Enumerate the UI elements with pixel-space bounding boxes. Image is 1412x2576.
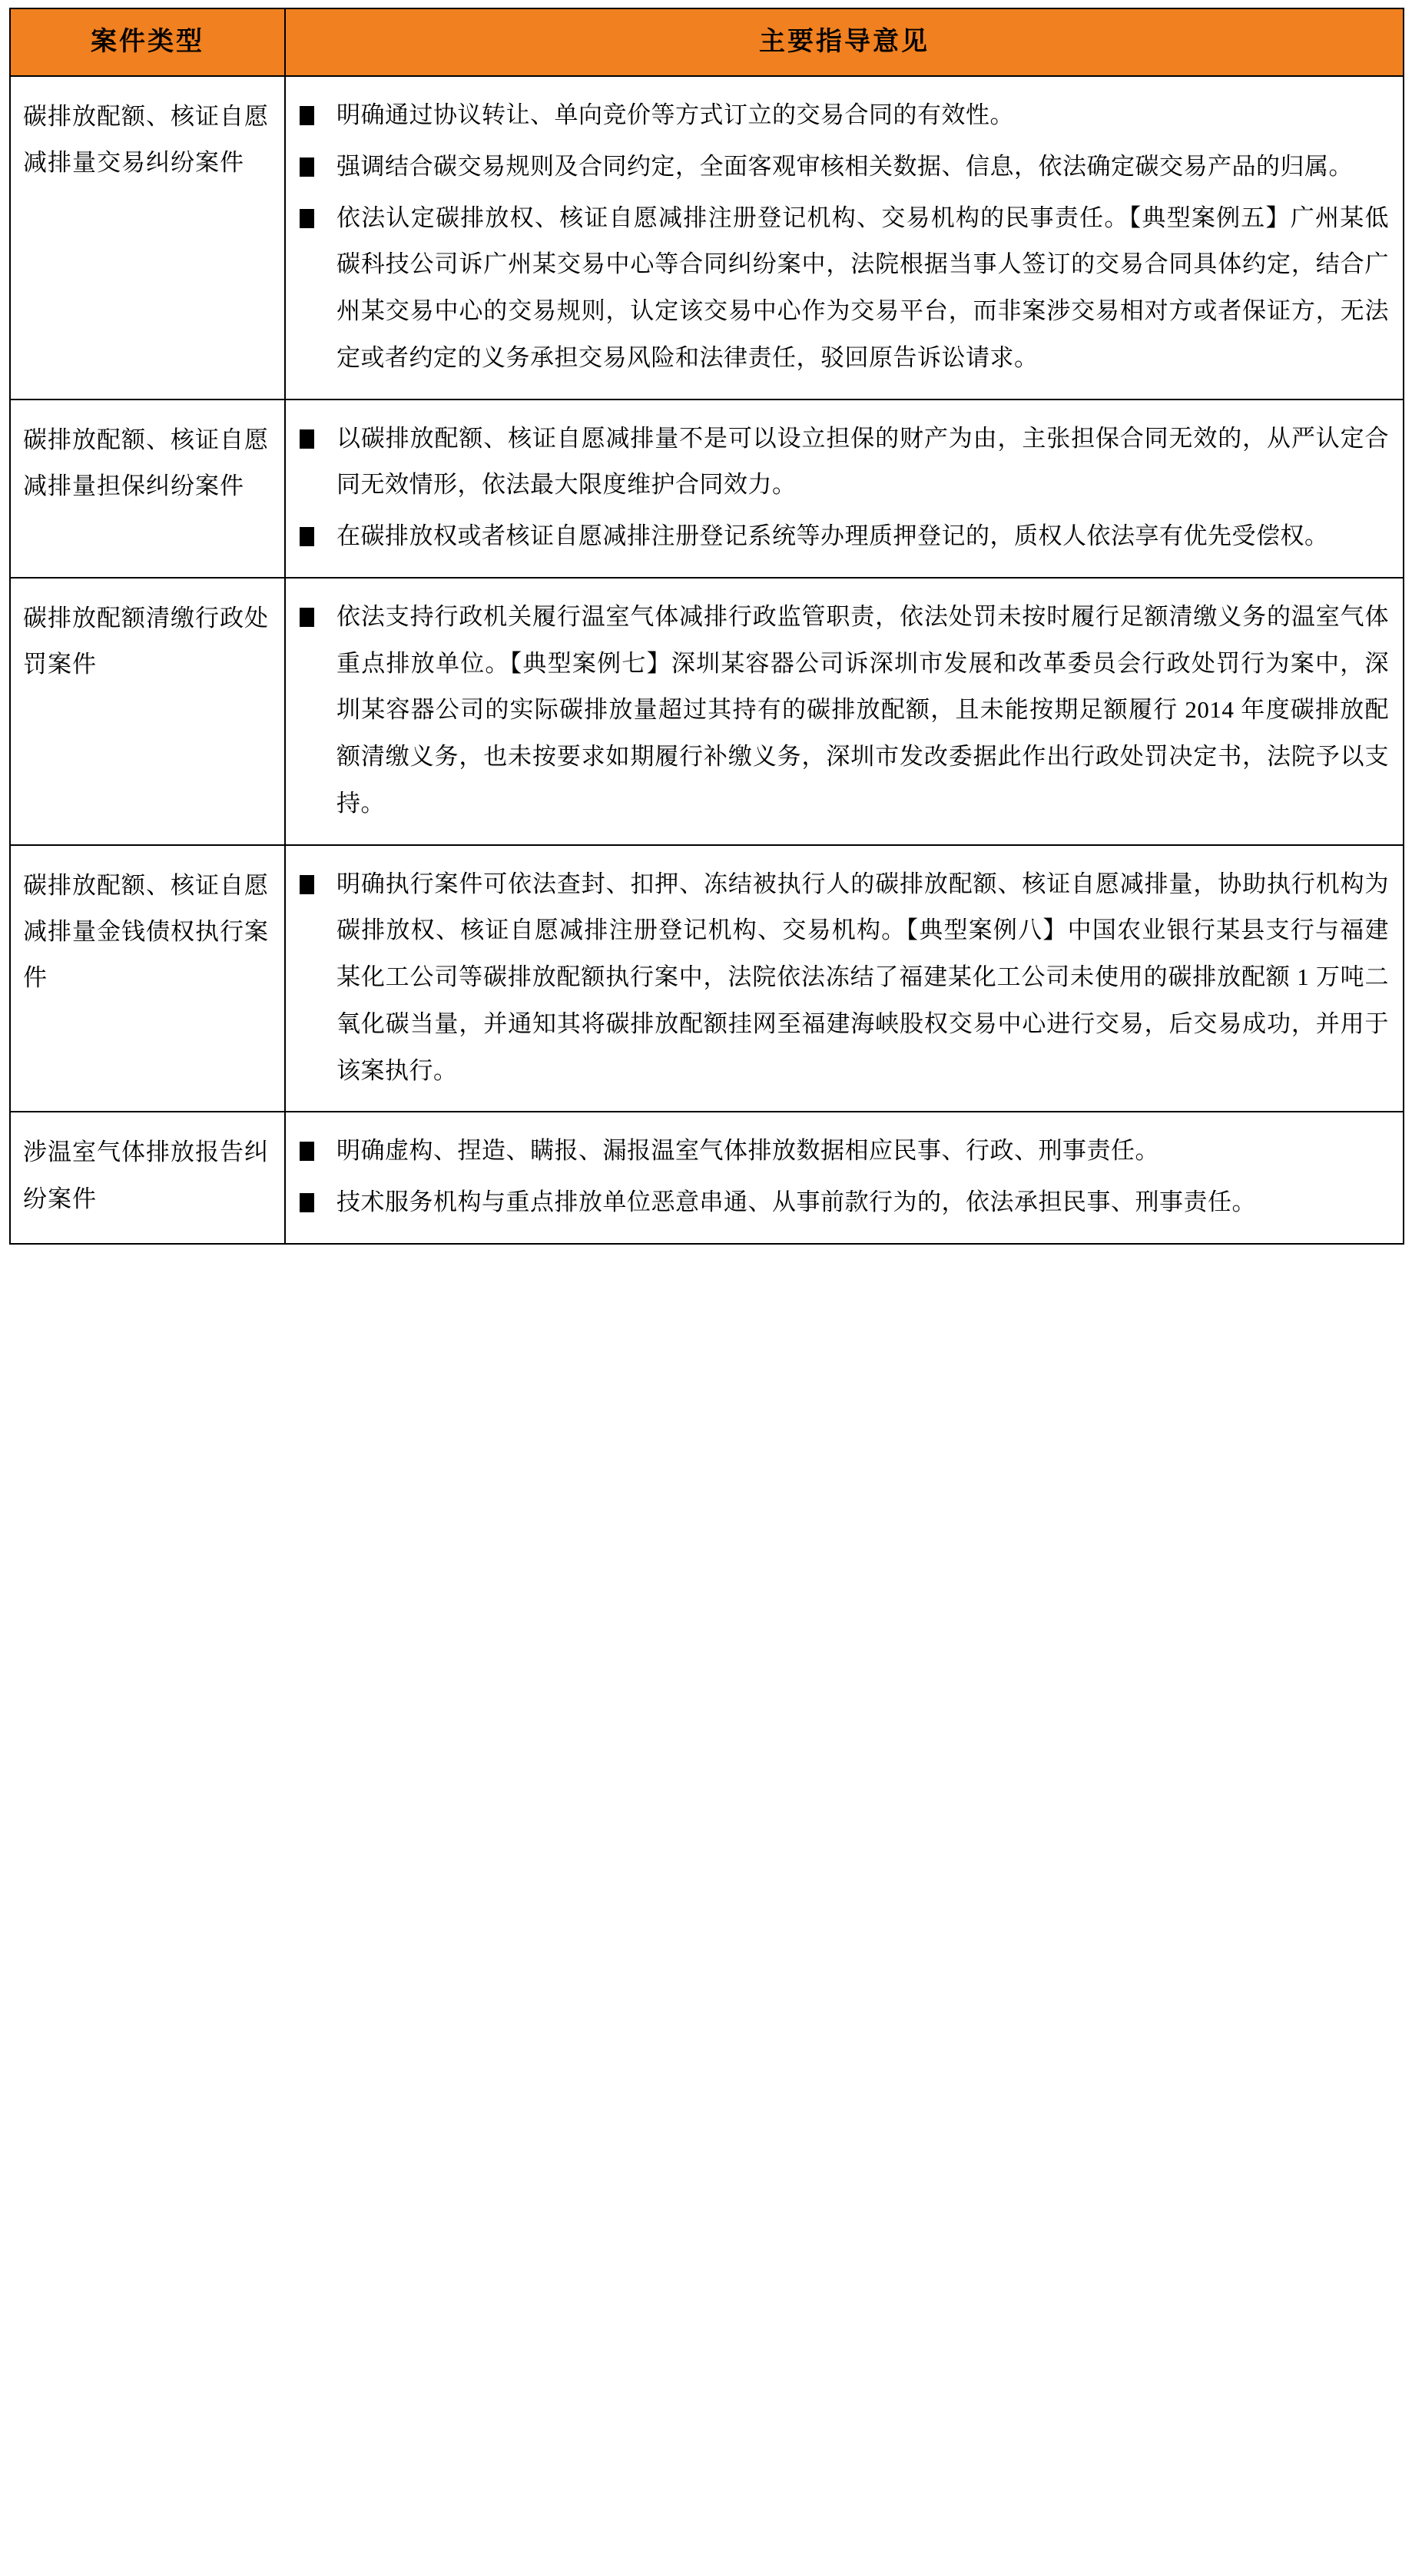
case-type-cell: 碳排放配额清缴行政处罚案件 bbox=[10, 578, 285, 845]
bullet-text: 强调结合碳交易规则及合同约定，全面客观审核相关数据、信息，依法确定碳交易产品的归属。 bbox=[336, 152, 1353, 180]
bullet-list bbox=[293, 416, 1389, 560]
table-header-row bbox=[10, 8, 1404, 76]
bullet-list bbox=[293, 594, 1389, 827]
filled-square-bullet-icon bbox=[300, 106, 314, 125]
filled-square-bullet-icon bbox=[300, 429, 314, 449]
filled-square-bullet-icon bbox=[300, 1193, 314, 1212]
bullet-text: 明确虚构、捏造、瞒报、漏报温室气体排放数据相应民事、行政、刑事责任。 bbox=[336, 1137, 1159, 1165]
table-row bbox=[10, 76, 1404, 399]
case-type-cell: 碳排放配额、核证自愿减排量担保纠纷案件 bbox=[10, 399, 285, 578]
case-type-cell: 碳排放配额、核证自愿减排量交易纠纷案件 bbox=[10, 76, 285, 399]
filled-square-bullet-icon bbox=[300, 157, 314, 177]
bullet-text: 在碳排放权或者核证自愿减排注册登记系统等办理质押登记的，质权人依法享有优先受偿权。 bbox=[336, 522, 1329, 549]
bullet-text: 明确通过协议转让、单向竞价等方式订立的交易合同的有效性。 bbox=[336, 101, 1014, 128]
table-body bbox=[10, 76, 1404, 1244]
list-item bbox=[293, 92, 1389, 139]
column-header-case-type bbox=[10, 8, 285, 76]
bullet-text: 依法支持行政机关履行温室气体减排行政监管职责，依法处罚未按时履行足额清缴义务的温室气体重点排放单位。【典型案例七】深圳某容器公司诉深圳市发展和改革委员会行政处罚行为案中，深圳某容器公司的实际碳排放量超过其持有的碳排放配额，且未能按期足额履行 2014 年度碳排放配额清缴义务，也未按要求如期履行补缴义务，深圳市发改委据此作出行政处罚决定书，法院予以支持。 bbox=[336, 602, 1389, 817]
guidance-cell bbox=[285, 578, 1404, 845]
table-row bbox=[10, 399, 1404, 578]
bullet-text: 技术服务机构与重点排放单位恶意串通、从事前款行为的，依法承担民事、刑事责任。 bbox=[336, 1189, 1256, 1215]
table-header bbox=[10, 8, 1404, 76]
list-item bbox=[293, 594, 1389, 827]
guidance-cell bbox=[285, 845, 1404, 1112]
table-row bbox=[10, 1112, 1404, 1244]
filled-square-bullet-icon bbox=[300, 608, 314, 627]
case-type-cell: 碳排放配额、核证自愿减排量金钱债权执行案件 bbox=[10, 845, 285, 1112]
list-item bbox=[293, 1179, 1389, 1226]
bullet-text: 明确执行案件可依法查封、扣押、冻结被执行人的碳排放配额、核证自愿减排量，协助执行机构为碳排放权、核证自愿减排注册登记机构、交易机构。【典型案例八】中国农业银行某县支行与福建某化工公司等碳排放配额执行案中，法院依法冻结了福建某化工公司未使用的碳排放配额 1 万吨二氧化碳当量，并通知其将碳排放配额挂网至福建海峡股权交易中心进行交易，后交易成功，并用于该案执行。 bbox=[336, 870, 1389, 1084]
guidance-cell bbox=[285, 1112, 1404, 1244]
guidance-cell bbox=[285, 399, 1404, 578]
list-item bbox=[293, 513, 1389, 560]
case-type-cell: 涉温室气体排放报告纠纷案件 bbox=[10, 1112, 285, 1244]
filled-square-bullet-icon bbox=[300, 209, 314, 228]
table-row bbox=[10, 845, 1404, 1112]
list-item bbox=[293, 195, 1389, 382]
guidance-cell bbox=[285, 76, 1404, 399]
bullet-list bbox=[293, 861, 1389, 1095]
bullet-text: 依法认定碳排放权、核证自愿减排注册登记机构、交易机构的民事责任。【典型案例五】广州某低碳科技公司诉广州某交易中心等合同纠纷案中，法院根据当事人签订的交易合同具体约定，结合广州某交易中心的交易规则，认定该交易中心作为交易平台，而非案涉交易相对方或者保证方，无法定或者约定的义务承担交易风险和法律责任，驳回原告诉讼请求。 bbox=[336, 204, 1389, 371]
filled-square-bullet-icon bbox=[300, 1142, 314, 1161]
list-item bbox=[293, 144, 1389, 191]
column-header-main-guidance bbox=[285, 8, 1404, 76]
bullet-list bbox=[293, 92, 1389, 382]
list-item bbox=[293, 416, 1389, 509]
table-row bbox=[10, 578, 1404, 845]
guidance-table bbox=[9, 8, 1404, 1245]
list-item bbox=[293, 1128, 1389, 1175]
filled-square-bullet-icon bbox=[300, 527, 314, 546]
bullet-text: 以碳排放配额、核证自愿减排量不是可以设立担保的财产为由，主张担保合同无效的，从严认定合同无效情形，依法最大限度维护合同效力。 bbox=[336, 424, 1389, 499]
filled-square-bullet-icon bbox=[300, 875, 314, 894]
column-header-case-type-label: 案件类型 bbox=[91, 27, 204, 56]
list-item bbox=[293, 861, 1389, 1095]
bullet-list bbox=[293, 1128, 1389, 1226]
column-header-main-guidance-label: 主要指导意见 bbox=[759, 27, 930, 56]
